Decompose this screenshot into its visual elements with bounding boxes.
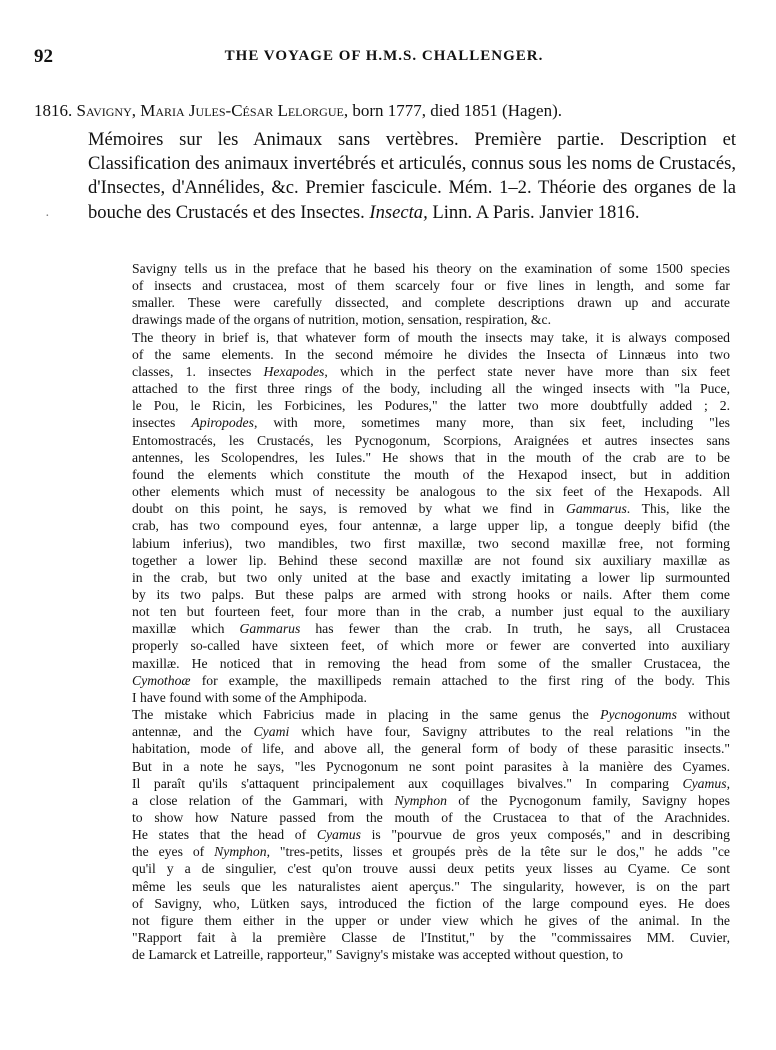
note-line: maxillæ which Gammarus has fewer than the crab. In truth, he says, all Crustacea bbox=[132, 621, 730, 637]
work-title-main: Mémoires sur les Animaux sans vertèbres. Première partie. Description et Classification des animaux invertébrés et articulés, connus sous les noms de Crustacés, d'Insectes, d'Annélides, &c. Premier fascicule. Mém. 1–2. Théorie des organes de la bouche des Crustacés et des Insectes. bbox=[88, 129, 736, 223]
margin-mark: · bbox=[45, 209, 50, 224]
note-line: The theory in brief is, that whatever form of mouth the insects may take, it is always composed bbox=[132, 329, 730, 345]
note-line: antennæ, and the Cyami which have four, Savigny attributes to the real relations "in the bbox=[132, 724, 730, 740]
note-line: the eyes of Nymphon, "tres-petits, lisses et groupés près de la tête sur le dos," he adds "ce bbox=[132, 844, 730, 860]
note-line: other elements which must of necessity be analogous to the six feet of the Hexapods. All bbox=[132, 484, 730, 500]
note-paragraph bbox=[132, 706, 730, 963]
page-header bbox=[34, 46, 734, 70]
entry-dates: , born 1777, died 1851 (Hagen). bbox=[343, 101, 562, 120]
note-line: He states that the head of Cyamus is "pourvue de gros yeux composés," and in describing bbox=[132, 827, 730, 843]
note-line: crab, has two compound eyes, four antennæ, a large upper lip, a tongue deeply bifid (the bbox=[132, 518, 730, 534]
note-line: maxillæ. He noticed that in removing the head from some of the smaller Crustacea, the bbox=[132, 655, 730, 671]
work-title bbox=[88, 128, 736, 225]
note-line: a close relation of the Gammari, with Nymphon of the Pycnogonum family, Savigny hopes bbox=[132, 792, 730, 808]
note-line: not figure them either in the upper or under view which he gives of the animal. In the bbox=[132, 912, 730, 928]
note-line: le Pou, le Ricin, les Forbicines, les Podures," the latter two more doubtfully added ; 2. bbox=[132, 398, 730, 414]
note-line: of insects and crustacea, most of them scarcely four or five lines in length, and some far bbox=[132, 278, 730, 294]
note-line: labium inferius), two mandibles, two first maxillæ, two second maxillæ free, not forming bbox=[132, 535, 730, 551]
note-line: not ten but fourteen feet, four more than in the crab, a number just equal to the auxiliary bbox=[132, 604, 730, 620]
note-line: of Savigny, who, Lütken says, introduced the fiction of the large compound eyes. He does bbox=[132, 895, 730, 911]
work-title-insecta: Insecta, bbox=[369, 201, 428, 223]
note-line: même les seuls que les naturalistes aient aperçus." The singularity, however, is on the part bbox=[132, 878, 730, 894]
note-line: smaller. These were carefully dissected, and complete descriptions drawn up and accurate bbox=[132, 295, 730, 311]
note-line: by its two palps. But these palps are armed with strong hooks or nails. After them come bbox=[132, 586, 730, 602]
note-line: of the same elements. In the second mémoire he divides the Insecta of Linnæus into two bbox=[132, 346, 730, 362]
work-title-end: Linn. A Paris. Janvier 1816. bbox=[427, 201, 640, 223]
entry-heading bbox=[34, 101, 734, 121]
page-number: 92 bbox=[34, 46, 53, 67]
entry-author: Savigny, Maria Jules-César Lelorgue bbox=[76, 101, 344, 120]
note-line: found the elements which constitute the mouth of the Hexapod insect, but in addition bbox=[132, 466, 730, 482]
note-line: Savigny tells us in the preface that he based his theory on the examination of some 1500 species bbox=[132, 261, 730, 276]
note-paragraph bbox=[132, 260, 730, 329]
note-line: The mistake which Fabricius made in placing in the same genus the Pycnogonums without bbox=[132, 707, 730, 723]
note-line: antennes, les Scolopendres, les Iules." He shows that in the mouth of the crab are to be bbox=[132, 449, 730, 465]
note-line: classes, 1. insectes Hexapodes, which in the perfect state never have more than six feet bbox=[132, 363, 730, 379]
note-line: properly so-called have sixteen feet, of which more or fewer are converted into auxiliary bbox=[132, 638, 730, 654]
note-line: together a lower lip. Behind these second maxillæ are not found six auxiliary maxillæ as bbox=[132, 552, 730, 568]
note-line: I have found with some of the Amphipoda. bbox=[132, 689, 367, 705]
entry-number: 1816. bbox=[34, 101, 73, 120]
note-line: de Lamarck et Latreille, rapporteur," Savigny's mistake was accepted without question, to bbox=[132, 947, 623, 963]
note-line: drawings made of the organs of nutrition, motion, sensation, respiration, &c. bbox=[132, 312, 552, 328]
note-line: doubt on this point, he says, is removed by what we find in Gammarus. This, like the bbox=[132, 501, 730, 517]
note-line: Cymothoæ for example, the maxillipeds remain attached to the first ring of the body. This bbox=[132, 672, 730, 688]
note-line: attached to the first three rings of the body, including all the winged insects with "la Puce, bbox=[132, 381, 730, 397]
annotation-notes bbox=[132, 260, 730, 963]
note-line: Entomostracés, les Crustacés, les Pycnogonum, Scorpions, Araignées et autres insectes sans bbox=[132, 432, 730, 448]
note-line: Il paraît qu'ils s'attaquent principalement aux coquillages bivalves." In comparing Cyamus, bbox=[132, 775, 730, 791]
note-line: "Rapport fait à la première Classe de l'Institut," by the "commissaires MM. Cuvier, bbox=[132, 930, 730, 946]
note-paragraph bbox=[132, 329, 730, 706]
note-line: to show how Nature passed from the mouth of the Crustacea to that of the Arachnides. bbox=[132, 810, 730, 825]
note-line: habitation, mode of life, and above all, the general form of body of these parasitic insects." bbox=[132, 741, 730, 757]
note-line: in the crab, but two only united at the base and exactly imitating a lower lip surmounted bbox=[132, 569, 730, 585]
note-line: qu'il y a de singulier, c'est qu'on trouve aussi deux petits yeux lisses au Cyame. Ce sont bbox=[132, 861, 730, 877]
note-line: But in a note he says, "les Pycnogonum ne sont point parasites à la manière des Cyames. bbox=[132, 758, 730, 774]
running-title: THE VOYAGE OF H.M.S. CHALLENGER. bbox=[224, 48, 544, 64]
note-line: insectes Apiropodes, with more, sometimes many more, than six feet, including "les bbox=[132, 415, 730, 431]
